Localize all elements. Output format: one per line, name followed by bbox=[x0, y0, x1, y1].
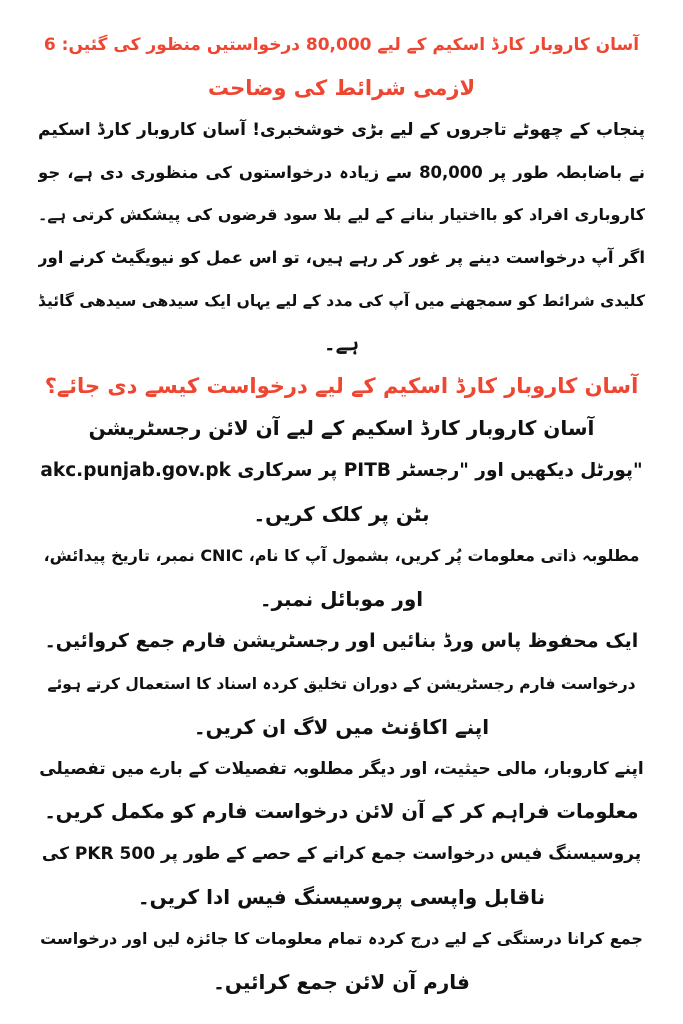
step-line: پروسیسنگ فیس درخواست جمع کرانے کے حصے کے طور پر PKR 500 کی bbox=[41, 844, 642, 865]
section-heading: آسان کاروبار کارڈ اسکیم کے لیے درخواست کیسے دی جائے؟ bbox=[44, 373, 639, 398]
step-line: akc.punjab.gov.pk پر سرکاری PITB پورٹل دیکھیں اور "رجسٹر" bbox=[40, 459, 643, 481]
intro-line: کاروباری افراد کو بااختیار بنانے کے لیے بلا سود قرضوں کی پیشکش کرتی ہے۔ bbox=[38, 205, 645, 225]
step-item bbox=[38, 535, 645, 620]
intro-line: نے باضابطہ طور پر 80,000 سے زیادہ درخواستوں کی منظوری دی ہے، جو bbox=[38, 162, 645, 182]
step-item bbox=[38, 407, 645, 450]
steps-list bbox=[38, 407, 645, 1003]
step-line: ایک محفوظ پاس ورڈ بنائیں اور رجسٹریشن فارم جمع کروائیں۔ bbox=[44, 630, 639, 653]
step-item bbox=[38, 450, 645, 535]
step-line: ناقابل واپسی پروسیسنگ فیس ادا کریں۔ bbox=[137, 884, 546, 909]
step-line: فارم آن لائن جمع کرائیں۔ bbox=[213, 970, 470, 995]
step-item bbox=[38, 748, 645, 833]
title-line: لازمی شرائط کی وضاحت bbox=[207, 75, 476, 100]
step-line: آسان کاروبار کارڈ اسکیم کے لیے آن لائن رجسٹریشن bbox=[88, 416, 595, 441]
step-line: معلومات فراہم کر کے آن لائن درخواست فارم کو مکمل کریں۔ bbox=[44, 799, 639, 823]
intro-paragraph bbox=[38, 109, 645, 365]
step-line: درخواست فارم رجسٹریشن کے دوران تخلیق کردہ اسناد کا استعمال کرتے ہوئے bbox=[47, 674, 636, 693]
step-line: بٹن پر کلک کریں۔ bbox=[253, 501, 430, 526]
step-item bbox=[38, 620, 645, 663]
step-line: اپنے اکاؤنٹ میں لاگ ان کریں۔ bbox=[193, 714, 490, 739]
intro-line: پنجاب کے چھوٹے تاجروں کے لیے بڑی خوشخبری! آسان کاروبار کارڈ اسکیم bbox=[38, 120, 645, 141]
step-item bbox=[38, 833, 645, 918]
step-line: جمع کرانا درستگی کے لیے درج کردہ تمام معلومات کا جائزہ لیں اور درخواست bbox=[40, 929, 643, 949]
intro-line: ہے۔ bbox=[323, 331, 360, 356]
article-title bbox=[38, 24, 645, 109]
step-line: اپنے کاروبار، مالی حیثیت، اور دیگر مطلوبہ تفصیلات کے بارے میں تفصیلی bbox=[39, 759, 644, 780]
intro-line: کلیدی شرائط کو سمجھنے میں آپ کی مدد کے لیے یہاں ایک سیدھی سیدھی گائیڈ bbox=[38, 291, 645, 310]
intro-line: اگر آپ درخواست دینے پر غور کر رہے ہیں، تو اس عمل کو نیویگیٹ کرنے اور bbox=[38, 247, 645, 267]
title-line: آسان کاروبار کارڈ اسکیم کے لیے 80,000 درخواستیں منظور کی گئیں: 6 bbox=[43, 35, 640, 55]
step-line: اور موبائل نمبر۔ bbox=[259, 586, 424, 611]
step-line: مطلوبہ ذاتی معلومات پُر کریں، بشمول آپ کا نام، CNIC نمبر، تاریخ پیدائش، bbox=[43, 546, 640, 566]
step-item bbox=[38, 663, 645, 748]
step-item bbox=[38, 918, 645, 1003]
